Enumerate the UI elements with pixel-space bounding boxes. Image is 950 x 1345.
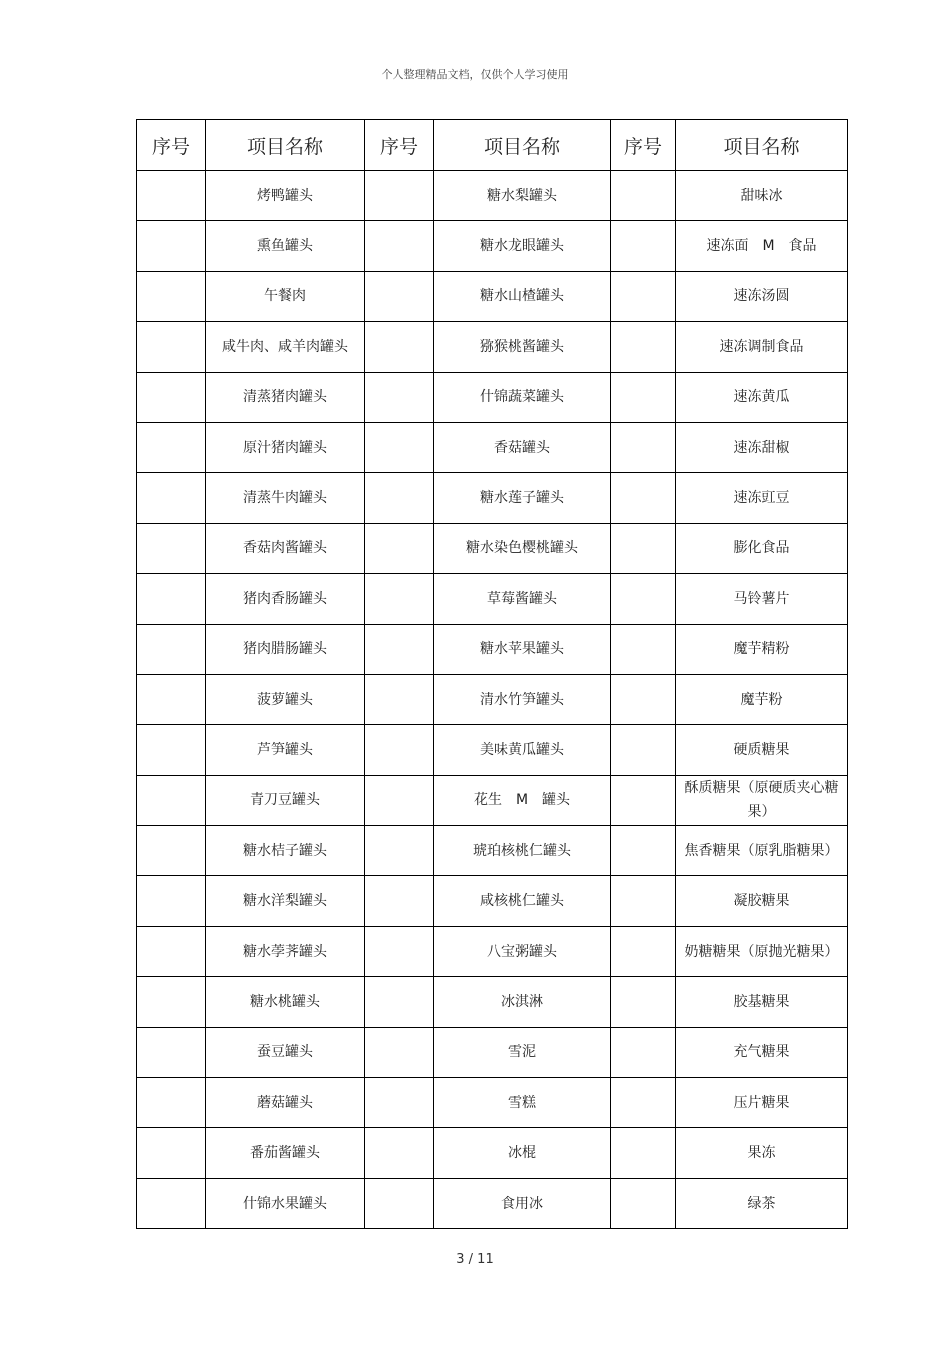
index-cell [611,523,676,573]
index-cell [365,876,434,926]
index-cell [611,624,676,674]
column-header-name: 项目名称 [434,120,611,171]
index-cell [365,1027,434,1077]
index-cell [365,1178,434,1228]
item-name-cell: 速冻甜椒 [676,422,848,472]
index-cell [365,574,434,624]
item-name-cell: 糖水桃罐头 [206,977,365,1027]
item-name-cell: 硬质糖果 [676,725,848,775]
item-name-cell: 果冻 [676,1128,848,1178]
index-cell [611,926,676,976]
item-name-cell: 猕猴桃酱罐头 [434,322,611,372]
item-name-cell: 魔芋精粉 [676,624,848,674]
item-name-cell: 焦香糖果（原乳脂糖果） [676,826,848,876]
index-cell [611,1128,676,1178]
table-row [137,372,848,422]
index-cell [365,624,434,674]
table-row [137,1078,848,1128]
item-name-cell: 八宝粥罐头 [434,926,611,976]
index-cell [365,473,434,523]
table-row [137,574,848,624]
index-cell [611,422,676,472]
index-cell [365,322,434,372]
item-name-cell: 食用冰 [434,1178,611,1228]
index-cell [611,322,676,372]
item-name-cell: 午餐肉 [206,271,365,321]
index-cell [611,1078,676,1128]
table-row [137,624,848,674]
index-cell [137,322,206,372]
index-cell [137,473,206,523]
index-cell [611,876,676,926]
index-cell [611,171,676,221]
table-row [137,826,848,876]
item-name-cell: 清水竹笋罐头 [434,674,611,724]
item-name-cell: 胶基糖果 [676,977,848,1027]
index-cell [137,1178,206,1228]
item-name-cell: 琥珀核桃仁罐头 [434,826,611,876]
item-name-cell: 速冻黄瓜 [676,372,848,422]
index-cell [611,1027,676,1077]
item-name-cell: 番茄酱罐头 [206,1128,365,1178]
table-row [137,725,848,775]
index-cell [365,171,434,221]
index-cell [365,271,434,321]
item-name-cell: 雪糕 [434,1078,611,1128]
index-cell [137,271,206,321]
table-row [137,221,848,271]
table-row [137,1178,848,1228]
item-name-cell: 糖水桔子罐头 [206,826,365,876]
index-cell [611,372,676,422]
index-cell [365,372,434,422]
item-name-cell: 甜味冰 [676,171,848,221]
items-table [136,119,848,1229]
index-cell [365,977,434,1027]
index-cell [611,977,676,1027]
item-name-cell: 速冻汤圆 [676,271,848,321]
item-name-cell: 凝胶糖果 [676,876,848,926]
table-row [137,473,848,523]
item-name-cell: 冰棍 [434,1128,611,1178]
index-cell [137,775,206,825]
item-name-cell: 香菇肉酱罐头 [206,523,365,573]
index-cell [611,271,676,321]
item-name-cell: 咸牛肉、咸羊肉罐头 [206,322,365,372]
index-cell [611,775,676,825]
page-number: 3 / 11 [456,1252,494,1267]
index-cell [611,674,676,724]
header-note: 个人整理精品文档，仅供个人学习使用 [381,68,569,81]
item-name-cell: 蘑菇罐头 [206,1078,365,1128]
index-cell [137,624,206,674]
item-name-cell: 蚕豆罐头 [206,1027,365,1077]
table-row [137,523,848,573]
index-cell [137,674,206,724]
index-cell [137,523,206,573]
item-name-cell: 清蒸牛肉罐头 [206,473,365,523]
item-name-cell: 速冻调制食品 [676,322,848,372]
item-name-cell: 糖水山楂罐头 [434,271,611,321]
item-name-cell: 雪泥 [434,1027,611,1077]
item-name-cell: 熏鱼罐头 [206,221,365,271]
index-cell [365,926,434,976]
index-cell [365,523,434,573]
index-cell [365,725,434,775]
index-cell [137,725,206,775]
item-name-cell: 烤鸭罐头 [206,171,365,221]
item-name-cell: 魔芋粉 [676,674,848,724]
table-row [137,977,848,1027]
table-header-row [137,120,848,171]
index-cell [365,221,434,271]
table-row [137,1128,848,1178]
index-cell [611,1178,676,1228]
item-name-cell: 充气糖果 [676,1027,848,1077]
table-row [137,422,848,472]
item-name-cell: 糖水荸荠罐头 [206,926,365,976]
table-row [137,1027,848,1077]
index-cell [137,171,206,221]
index-cell [137,826,206,876]
item-name-cell: 原汁猪肉罐头 [206,422,365,472]
item-name-cell: 压片糖果 [676,1078,848,1128]
item-name-cell: 什锦水果罐头 [206,1178,365,1228]
item-name-cell: 咸核桃仁罐头 [434,876,611,926]
table-row [137,926,848,976]
item-name-cell: 冰淇淋 [434,977,611,1027]
item-name-cell: 糖水梨罐头 [434,171,611,221]
table-body [137,171,848,1229]
item-name-cell: 草莓酱罐头 [434,574,611,624]
index-cell [365,826,434,876]
index-cell [137,926,206,976]
index-cell [611,574,676,624]
item-name-cell: 糖水苹果罐头 [434,624,611,674]
index-cell [137,1027,206,1077]
index-cell [611,221,676,271]
index-cell [137,422,206,472]
column-header-index: 序号 [611,120,676,171]
index-cell [137,574,206,624]
column-header-name: 项目名称 [676,120,848,171]
item-name-cell: 速冻面 M 食品 [676,221,848,271]
table-row [137,775,848,825]
index-cell [365,775,434,825]
item-name-cell: 清蒸猪肉罐头 [206,372,365,422]
index-cell [137,372,206,422]
item-name-cell: 青刀豆罐头 [206,775,365,825]
index-cell [365,1128,434,1178]
index-cell [365,422,434,472]
index-cell [611,473,676,523]
index-cell [611,826,676,876]
item-name-cell: 糖水染色樱桃罐头 [434,523,611,573]
item-name-cell: 糖水莲子罐头 [434,473,611,523]
item-name-cell: 膨化食品 [676,523,848,573]
index-cell [137,876,206,926]
item-name-cell: 菠萝罐头 [206,674,365,724]
index-cell [137,221,206,271]
item-name-cell: 美味黄瓜罐头 [434,725,611,775]
table-row [137,674,848,724]
item-name-cell: 猪肉香肠罐头 [206,574,365,624]
index-cell [137,977,206,1027]
column-header-index: 序号 [137,120,206,171]
item-name-cell: 奶糖糖果（原抛光糖果） [676,926,848,976]
index-cell [365,1078,434,1128]
item-name-cell: 速冻豇豆 [676,473,848,523]
index-cell [365,674,434,724]
item-name-cell: 糖水洋梨罐头 [206,876,365,926]
item-name-cell: 马铃薯片 [676,574,848,624]
table-row [137,171,848,221]
table-row [137,876,848,926]
item-name-cell: 芦笋罐头 [206,725,365,775]
table-row [137,322,848,372]
item-name-cell: 花生 M 罐头 [434,775,611,825]
item-name-cell: 什锦蔬菜罐头 [434,372,611,422]
table-row [137,271,848,321]
column-header-index: 序号 [365,120,434,171]
item-name-cell: 糖水龙眼罐头 [434,221,611,271]
item-name-cell: 香菇罐头 [434,422,611,472]
item-name-cell: 绿茶 [676,1178,848,1228]
column-header-name: 项目名称 [206,120,365,171]
index-cell [611,725,676,775]
item-name-cell: 酥质糖果（原硬质夹心糖果） [676,775,848,825]
index-cell [137,1128,206,1178]
item-name-cell: 猪肉腊肠罐头 [206,624,365,674]
index-cell [137,1078,206,1128]
